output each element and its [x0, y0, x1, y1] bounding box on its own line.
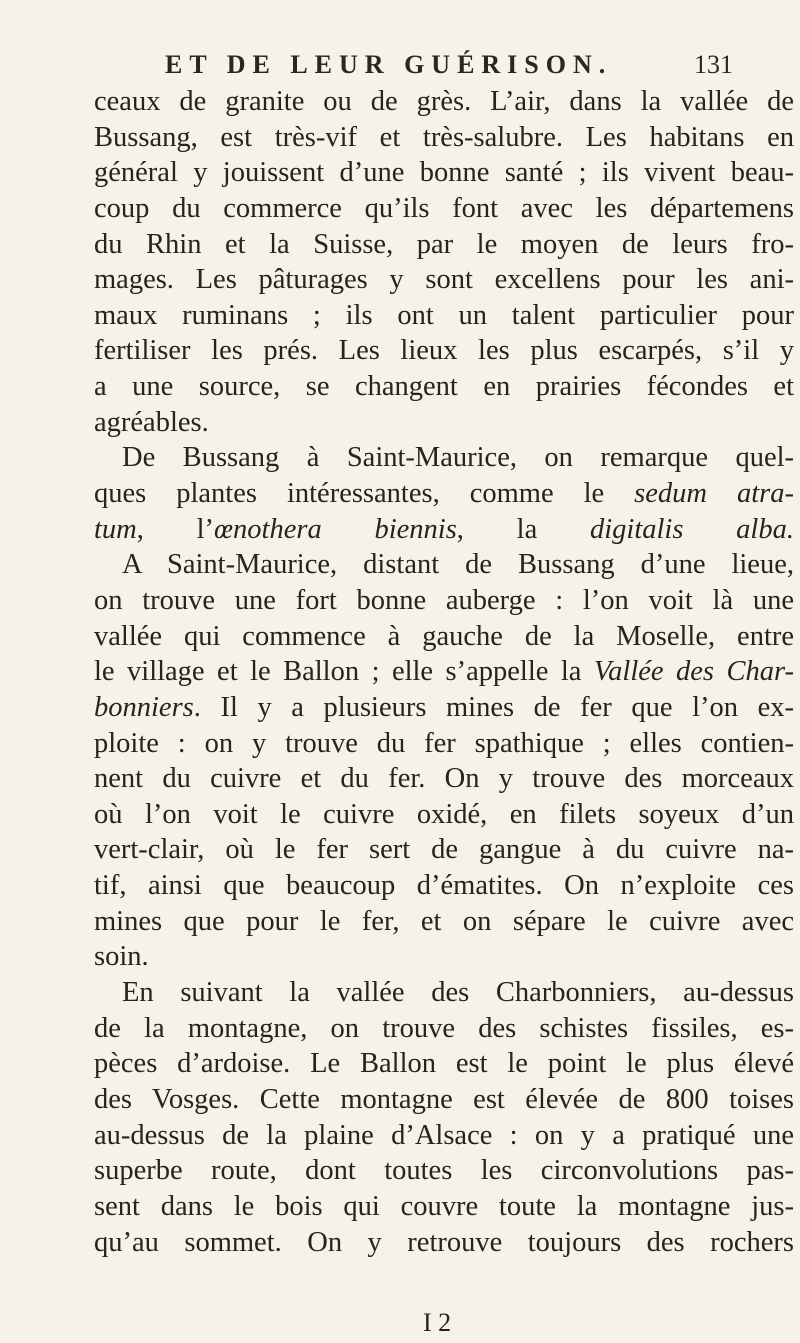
text-line: vert-clair, où le fer sert de gangue à du cuivre na- — [94, 834, 794, 866]
text-line: on trouve une fort bonne auberge : l’on voit là une — [94, 584, 794, 616]
signature-mark: I 2 — [423, 1308, 452, 1337]
text-run: , la — [456, 513, 590, 545]
text-line — [94, 654, 794, 690]
text-line: soin. — [94, 941, 149, 973]
botanical-name: digitalis alba. — [590, 513, 794, 545]
text-line: sent dans le bois qui couvre toute la montagne jus- — [94, 1190, 794, 1222]
page-number: 131 — [694, 50, 733, 79]
text-run: ques plantes intéressantes, comme le — [94, 478, 635, 510]
botanical-name: sedum atra- — [634, 478, 794, 510]
text-line: fertiliser les prés. Les lieux les plus escarpés, s’il y — [94, 335, 794, 367]
text-line: où l’on voit le cuivre oxidé, en filets soyeux d’un — [94, 798, 794, 830]
text-line: tif, ainsi que beaucoup d’ématites. On n’exploite ces — [94, 870, 794, 902]
text-line — [94, 476, 794, 512]
botanical-name: œnothera biennis — [214, 513, 457, 545]
botanical-name: tum — [94, 513, 137, 545]
text-line: nent du cuivre et du fer. On y trouve des morceaux — [94, 763, 794, 795]
text-line: mages. Les pâturages y sont excellens pour les ani- — [94, 264, 794, 296]
text-line: des Vosges. Cette montagne est élevée de 800 toises — [94, 1083, 794, 1115]
text-line — [94, 512, 794, 548]
place-name: Vallée des Char- — [593, 656, 794, 688]
text-line: agréables. — [94, 406, 209, 438]
text-line: du Rhin et la Suisse, par le moyen de leurs fro- — [94, 228, 794, 260]
text-run: le village et le Ballon ; elle s’appelle la — [94, 656, 594, 688]
text-line: En suivant la vallée des Charbonniers, au-dessus — [122, 977, 794, 1009]
text-line: pèces d’ardoise. Le Ballon est le point le plus élevé — [94, 1048, 794, 1080]
place-name: bonniers — [94, 691, 194, 723]
text-line: général y jouissent d’une bonne santé ; ils vivent beau- — [94, 157, 794, 189]
text-line — [94, 690, 794, 726]
text-line: De Bussang à Saint-Maurice, on remarque quel- — [122, 442, 794, 474]
text-line: superbe route, dont toutes les circonvolutions pas- — [94, 1155, 794, 1187]
body-text — [94, 84, 794, 1260]
text-line: a une source, se changent en prairies fécondes et — [94, 371, 794, 403]
text-line: maux ruminans ; ils ont un talent particulier pour — [94, 299, 794, 331]
text-run: . Il y a plusieurs mines de fer que l’on ex- — [193, 691, 794, 723]
running-title: ET DE LEUR GUÉRISON. — [165, 50, 613, 79]
text-line: Bussang, est très-vif et très-salubre. Les habitans en — [94, 121, 794, 153]
text-line: au-dessus de la plaine d’Alsace : on y a pratiqué une — [94, 1119, 794, 1151]
text-line: coup du commerce qu’ils font avec les départemens — [94, 192, 794, 224]
text-line: vallée qui commence à gauche de la Moselle, entre — [94, 620, 794, 652]
text-line: mines que pour le fer, et on sépare le cuivre avec — [94, 905, 794, 937]
text-line: ceaux de granite ou de grès. L’air, dans la vallée de — [94, 86, 794, 117]
text-line: ploite : on y trouve du fer spathique ; elles contien- — [94, 727, 794, 759]
text-line: qu’au sommet. On y retrouve toujours des rochers — [94, 1226, 794, 1258]
text-line: de la montagne, on trouve des schistes fissiles, es- — [94, 1012, 794, 1044]
text-line: A Saint-Maurice, distant de Bussang d’une lieue, — [122, 549, 794, 581]
text-run: , l’ — [136, 513, 215, 545]
